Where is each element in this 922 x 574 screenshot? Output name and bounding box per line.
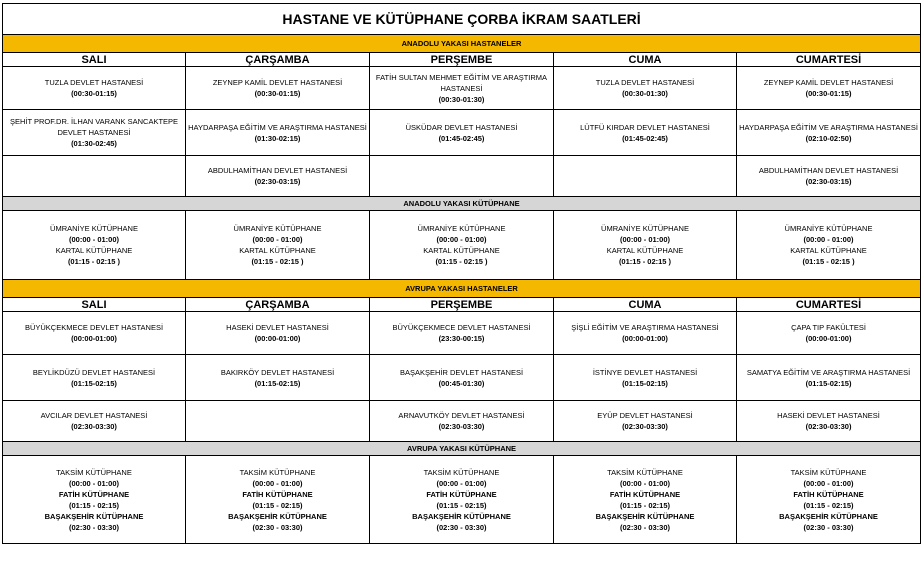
time-range: (02:30-03:30) — [622, 422, 668, 431]
schedule-cell[interactable] — [186, 355, 370, 401]
schedule-cell[interactable] — [3, 401, 186, 442]
time-range: (00:00 - 01:00) — [252, 478, 303, 488]
time-range: (00:00-01:00) — [254, 334, 301, 343]
day-header[interactable]: CUMA — [554, 298, 737, 312]
time-range: (01:15 - 02:15 ) — [802, 257, 855, 266]
schedule-cell[interactable] — [370, 312, 554, 355]
library-name: TAKSİM KÜTÜPHANE — [239, 467, 316, 477]
schedule-cell-empty[interactable] — [186, 401, 370, 442]
venue-name: İSTİNYE DEVLET HASTANESİ — [592, 367, 698, 377]
section-header-avrupa-hastane[interactable]: AVRUPA YAKASI HASTANELER — [3, 280, 921, 298]
schedule-cell[interactable] — [554, 401, 737, 442]
time-range: (01:15-02:15) — [254, 378, 301, 388]
library-name: FATİH KÜTÜPHANE — [242, 489, 313, 499]
schedule-cell[interactable] — [737, 110, 921, 156]
library-name: FATİH KÜTÜPHANE — [58, 489, 130, 499]
time-range: (00:00 - 01:00) — [68, 478, 120, 488]
time-range: (01:15 - 02:15 ) — [251, 257, 304, 266]
venue-name: HASEKİ DEVLET HASTANESİ — [777, 411, 880, 420]
time-range: (00:00 - 01:00) — [252, 235, 303, 244]
library-name: ÜMRANİYE KÜTÜPHANE — [784, 224, 873, 233]
schedule-cell[interactable] — [737, 312, 921, 355]
page-title[interactable]: HASTANE VE KÜTÜPHANE ÇORBA İKRAM SAATLERİ — [3, 4, 921, 35]
time-range: (01:15 - 02:15 ) — [67, 257, 121, 266]
schedule-cell[interactable] — [370, 355, 554, 401]
venue-name: BAŞAKŞEHİR DEVLET HASTANESİ — [399, 367, 524, 377]
venue-name: ŞEHİT PROF.DR. İLHAN VARANK SANCAKTEPE DEVLET HASTANESİ — [9, 117, 179, 137]
venue-name: ZEYNEP KAMİL DEVLET HASTANESİ — [212, 78, 343, 87]
time-range: (01:15 - 02:15) — [252, 500, 303, 510]
library-cell[interactable] — [737, 211, 921, 280]
library-cell[interactable] — [370, 456, 554, 544]
library-cell[interactable] — [3, 456, 186, 544]
time-range: (00:30-01:30) — [622, 89, 668, 98]
venue-name: SAMATYA EĞİTİM VE ARAŞTIRMA HASTANESİ — [746, 367, 911, 377]
schedule-cell[interactable] — [186, 156, 370, 197]
schedule-cell[interactable] — [370, 67, 554, 110]
schedule-cell[interactable] — [186, 67, 370, 110]
day-header[interactable]: CUMARTESİ — [737, 298, 921, 312]
time-range: (01:45-02:45) — [438, 133, 485, 143]
section-header-anadolu-kutuphane[interactable]: ANADOLU YAKASI KÜTÜPHANE — [3, 197, 921, 211]
library-name: KARTAL KÜTÜPHANE — [606, 246, 684, 255]
time-range: (23:30-00:15) — [438, 334, 485, 343]
time-range: (02:30 - 03:30) — [803, 522, 854, 532]
library-name: TAKSİM KÜTÜPHANE — [790, 467, 867, 477]
time-range: (02:30-03:15) — [805, 177, 852, 186]
day-header[interactable]: SALI — [3, 298, 186, 312]
schedule-cell[interactable] — [554, 312, 737, 355]
time-range: (02:30 - 03:30) — [252, 522, 303, 532]
schedule-table — [2, 3, 921, 544]
time-range: (01:15-02:15) — [805, 378, 852, 388]
library-name: FATİH KÜTÜPHANE — [609, 489, 681, 499]
library-name: KARTAL KÜTÜPHANE — [423, 246, 500, 255]
time-range: (01:30-02:45) — [71, 139, 117, 148]
venue-name: HAYDARPAŞA EĞİTİM VE ARAŞTIRMA HASTANESİ — [739, 122, 918, 132]
time-range: (00:00 - 01:00) — [619, 478, 671, 488]
library-name: KARTAL KÜTÜPHANE — [55, 246, 133, 255]
library-cell[interactable] — [737, 456, 921, 544]
day-header[interactable]: CUMARTESİ — [737, 53, 921, 67]
venue-name: BEYLİKDÜZÜ DEVLET HASTANESİ — [32, 367, 156, 377]
library-name: FATİH KÜTÜPHANE — [426, 489, 497, 499]
venue-name: AVCILAR DEVLET HASTANESİ — [40, 411, 148, 420]
venue-name: ZEYNEP KAMİL DEVLET HASTANESİ — [763, 78, 894, 87]
library-cell[interactable] — [186, 211, 370, 280]
day-header[interactable]: ÇARŞAMBA — [186, 298, 370, 312]
library-cell[interactable] — [3, 211, 186, 280]
schedule-cell-empty[interactable] — [3, 156, 186, 197]
library-name: TAKSİM KÜTÜPHANE — [56, 467, 132, 477]
time-range: (02:10-02:50) — [805, 133, 852, 143]
library-name: ÜMRANİYE KÜTÜPHANE — [50, 224, 138, 233]
time-range: (00:00 - 01:00) — [619, 235, 671, 244]
venue-name: LÜTFÜ KIRDAR DEVLET HASTANESİ — [580, 122, 710, 132]
time-range: (01:15-02:15) — [71, 378, 117, 388]
venue-name: ÇAPA TIP FAKÜLTESİ — [791, 323, 866, 332]
time-range: (00:00 - 01:00) — [803, 235, 854, 244]
venue-name: TUZLA DEVLET HASTANESİ — [44, 78, 144, 87]
schedule-cell-empty[interactable] — [370, 156, 554, 197]
library-name: FATİH KÜTÜPHANE — [793, 489, 864, 499]
section-header-anadolu-hastane[interactable]: ANADOLU YAKASI HASTANELER — [3, 35, 921, 53]
time-range: (00:30-01:30) — [438, 94, 485, 104]
schedule-cell[interactable] — [3, 110, 186, 156]
time-range: (02:30-03:30) — [71, 422, 117, 431]
venue-name: BÜYÜKÇEKMECE DEVLET HASTANESİ — [392, 323, 531, 332]
time-range: (00:30-01:15) — [71, 89, 117, 98]
library-name: BAŞAKŞEHİR KÜTÜPHANE — [412, 511, 511, 521]
time-range: (02:30-03:30) — [438, 422, 485, 431]
day-header[interactable]: PERŞEMBE — [370, 298, 554, 312]
time-range: (00:00 - 01:00) — [68, 235, 120, 244]
schedule-cell[interactable] — [737, 355, 921, 401]
time-range: (01:15 - 02:15) — [436, 500, 487, 510]
time-range: (02:30-03:15) — [254, 177, 301, 186]
day-header[interactable]: PERŞEMBE — [370, 53, 554, 67]
day-header[interactable]: SALI — [3, 53, 186, 67]
venue-name: ARNAVUTKÖY DEVLET HASTANESİ — [398, 411, 525, 420]
time-range: (00:30-01:15) — [805, 89, 852, 98]
day-header[interactable]: CUMA — [554, 53, 737, 67]
venue-name: ÜSKÜDAR DEVLET HASTANESİ — [405, 122, 518, 132]
time-range: (02:30 - 03:30) — [68, 522, 120, 532]
schedule-cell-empty[interactable] — [554, 156, 737, 197]
time-range: (00:00 - 01:00) — [436, 235, 487, 244]
schedule-cell[interactable] — [3, 355, 186, 401]
time-range: (01:30-02:15) — [254, 133, 301, 143]
library-name: BAŞAKŞEHİR KÜTÜPHANE — [779, 511, 878, 521]
time-range: (02:30 - 03:30) — [619, 522, 671, 532]
time-range: (01:15 - 02:15 ) — [618, 257, 672, 266]
library-cell[interactable] — [370, 211, 554, 280]
schedule-cell[interactable] — [186, 110, 370, 156]
day-header[interactable]: ÇARŞAMBA — [186, 53, 370, 67]
time-range: (00:30-01:15) — [254, 89, 301, 98]
time-range: (00:00-01:00) — [622, 334, 668, 343]
schedule-cell[interactable] — [3, 312, 186, 355]
time-range: (00:00-01:00) — [71, 334, 117, 343]
library-cell[interactable] — [554, 211, 737, 280]
time-range: (01:15 - 02:15) — [803, 500, 854, 510]
schedule-cell[interactable] — [737, 401, 921, 442]
venue-name: TUZLA DEVLET HASTANESİ — [595, 78, 695, 87]
library-name: BAŞAKŞEHİR KÜTÜPHANE — [595, 511, 695, 521]
library-cell[interactable] — [186, 456, 370, 544]
time-range: (00:00 - 01:00) — [803, 478, 854, 488]
time-range: (00:45-01:30) — [438, 378, 485, 388]
section-header-avrupa-kutuphane[interactable]: AVRUPA YAKASI KÜTÜPHANE — [3, 442, 921, 456]
time-range: (01:45-02:45) — [622, 133, 668, 143]
venue-name: ŞİŞLİ EĞİTİM VE ARAŞTIRMA HASTANESİ — [571, 323, 719, 332]
schedule-cell[interactable] — [554, 67, 737, 110]
library-name: ÜMRANİYE KÜTÜPHANE — [601, 224, 689, 233]
venue-name: ABDULHAMİTHAN DEVLET HASTANESİ — [758, 166, 899, 175]
library-name: ÜMRANİYE KÜTÜPHANE — [233, 224, 322, 233]
library-name: BAŞAKŞEHİR KÜTÜPHANE — [228, 511, 327, 521]
venue-name: HASEKİ DEVLET HASTANESİ — [226, 323, 329, 332]
library-name: KARTAL KÜTÜPHANE — [239, 246, 316, 255]
time-range: (00:00-01:00) — [805, 334, 852, 343]
venue-name: ABDULHAMİTHAN DEVLET HASTANESİ — [207, 166, 348, 175]
library-name: KARTAL KÜTÜPHANE — [790, 246, 867, 255]
library-name: TAKSİM KÜTÜPHANE — [607, 467, 683, 477]
venue-name: EYÜP DEVLET HASTANESİ — [597, 411, 693, 420]
time-range: (02:30-03:30) — [805, 422, 852, 431]
schedule-cell[interactable] — [554, 355, 737, 401]
library-cell[interactable] — [554, 456, 737, 544]
library-name: TAKSİM KÜTÜPHANE — [423, 467, 500, 477]
time-range: (01:15 - 02:15 ) — [435, 257, 488, 266]
schedule-cell[interactable] — [737, 156, 921, 197]
venue-name: BAKIRKÖY DEVLET HASTANESİ — [220, 367, 335, 377]
schedule-cell[interactable] — [370, 110, 554, 156]
schedule-cell[interactable] — [737, 67, 921, 110]
schedule-cell[interactable] — [3, 67, 186, 110]
schedule-cell[interactable] — [370, 401, 554, 442]
time-range: (01:15-02:15) — [622, 378, 668, 388]
time-range: (00:00 - 01:00) — [436, 478, 487, 488]
time-range: (01:15 - 02:15) — [619, 500, 671, 510]
schedule-cell[interactable] — [186, 312, 370, 355]
library-name: ÜMRANİYE KÜTÜPHANE — [417, 224, 506, 233]
library-name: BAŞAKŞEHİR KÜTÜPHANE — [44, 511, 144, 521]
venue-name: BÜYÜKÇEKMECE DEVLET HASTANESİ — [24, 323, 164, 332]
time-range: (02:30 - 03:30) — [436, 522, 487, 532]
venue-name: FATİH SULTAN MEHMET EĞİTİM VE ARAŞTIRMA HASTANESİ — [375, 72, 548, 93]
venue-name: HAYDARPAŞA EĞİTİM VE ARAŞTIRMA HASTANESİ — [188, 122, 367, 132]
time-range: (01:15 - 02:15) — [68, 500, 120, 510]
schedule-cell[interactable] — [554, 110, 737, 156]
